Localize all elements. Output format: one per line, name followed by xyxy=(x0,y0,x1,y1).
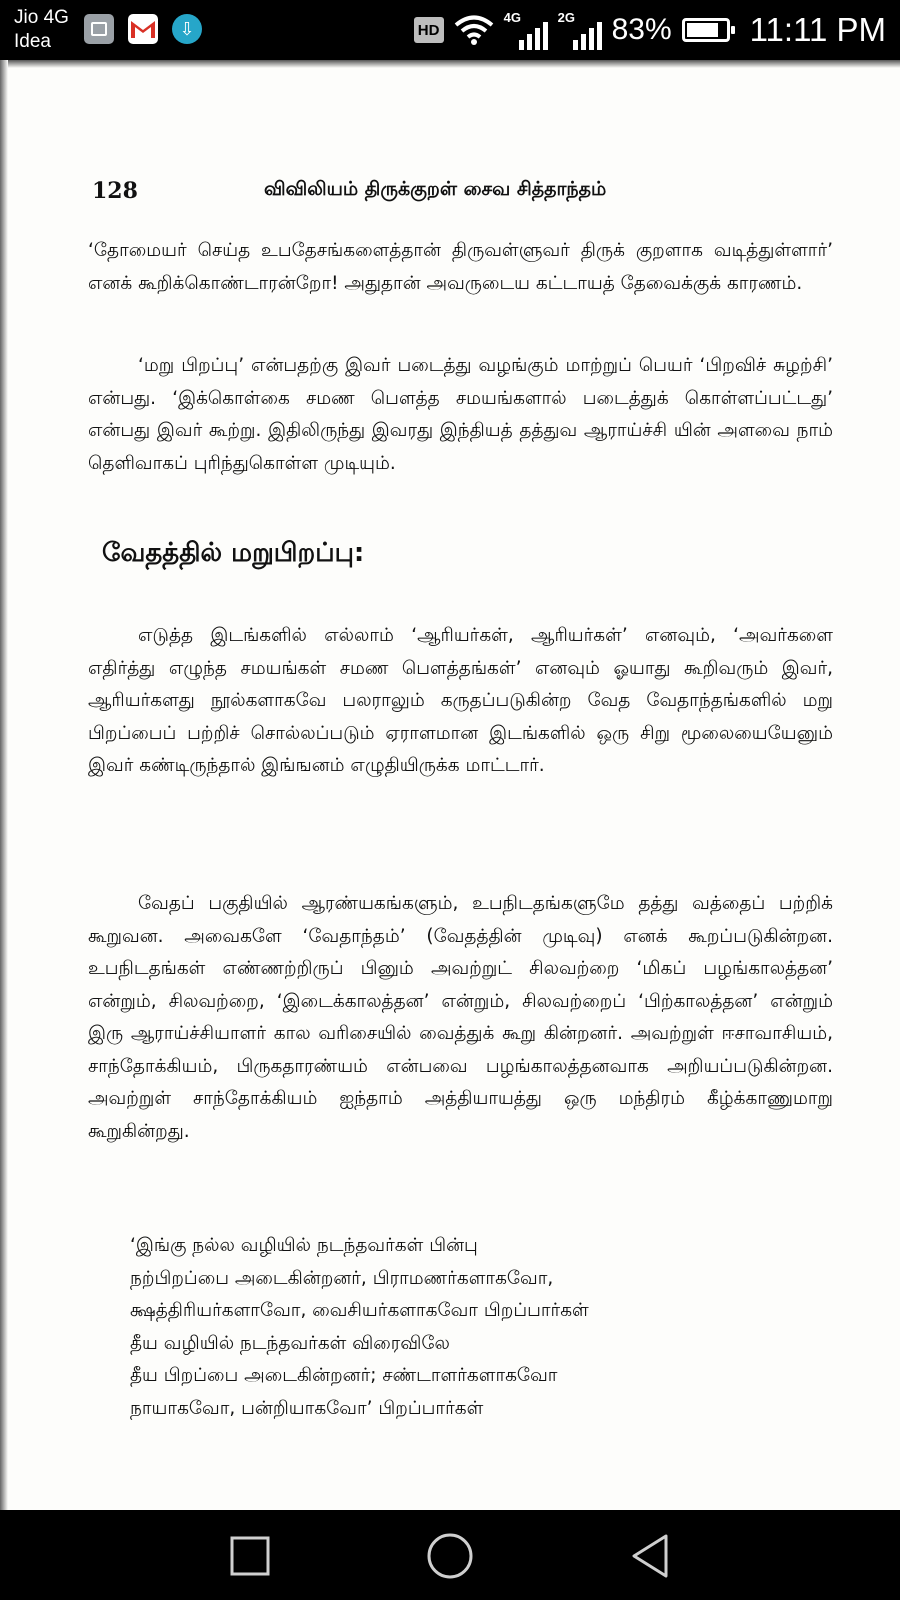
gmail-icon xyxy=(128,14,158,44)
clock: 11:11 PM xyxy=(749,11,886,48)
notification-icons xyxy=(84,14,202,44)
system-status xyxy=(414,8,886,52)
battery-percentage: 83% xyxy=(611,13,672,46)
running-title: விவிலியம் திருக்குறள் சைவ சித்தாந்தம் xyxy=(264,178,607,200)
paragraph-2: ‘மறு பிறப்பு’ என்பதற்கு இவர் படைத்து வழங்கும் மாற்றுப் பெயர் ‘பிறவிச் சுழற்சி’ என்பது. ‘இக்கொள்கை சமண பௌத்த சமயங்களால் படைத்துக் கொள்ளப்பட்டது’ என்பது இவர் கூற்று. இதிலிருந்து இவரது இந்தியத் தத்துவ ஆராய்ச்சி யின் அளவை நாம் தெளிவாகப் புரிந்துகொள்ள முடியும். xyxy=(88,355,833,474)
quote-line: நாயாகவோ, பன்றியாகவோ’ பிறப்பார்கள் xyxy=(130,1397,484,1419)
paragraph-3: எடுத்த இடங்களில் எல்லாம் ‘ஆரியர்கள், ஆரியர்கள்’ எனவும், ‘அவர்களை எதிர்த்து எழுந்த சமயங்கள் சமண பௌத்தங்கள்’ எனவும் ஓயாது கூறிவரும் இவர், ஆரியர்களது நூல்களாகவே பலராலும் கருதப்படுகின்ற வேத வேதாந்தங்களில் மறு பிறப்பைப் பற்றிச் சொல்லப்படும் ஏராளமான இடங்களில் ஒரு சிறு மூலையையேனும் இவர் கண்டிருந்தால் இங்ஙனம் எழுதியிருக்க மாட்டார். xyxy=(88,625,833,776)
signal-icon-sim1 xyxy=(504,10,548,50)
hd-voice-icon: HD xyxy=(414,17,444,43)
quote-line: க்ஷத்திரியர்களாவோ, வைசியர்களாகவோ பிறப்பார்கள் xyxy=(130,1300,589,1321)
download-icon: ⇩ xyxy=(172,14,202,44)
carrier-name-sim2: Idea xyxy=(14,31,51,52)
recents-icon[interactable] xyxy=(226,1532,274,1580)
document-page[interactable] xyxy=(0,60,900,1510)
quote-block xyxy=(130,1230,780,1425)
carrier-name-sim1: Jio 4G xyxy=(14,7,69,28)
battery-fill xyxy=(687,23,719,37)
paragraph-1: ‘தோமையர் செய்த உபதேசங்களைத்தான் திருவள்ளுவர் திருக் குறளாக வடித்துள்ளார்’ எனக் கூறிக்கொண்டாரன்றோ! அதுதான் அவருடைய கட்டாயத் தேவைக்குக் காரணம். xyxy=(88,240,833,294)
page-header xyxy=(92,178,830,218)
back-icon[interactable] xyxy=(626,1532,674,1580)
page-number: 128 xyxy=(92,178,138,204)
navigation-bar xyxy=(0,1510,900,1600)
battery-icon xyxy=(682,18,730,42)
quote-line: ‘இங்கு நல்ல வழியில் நடந்தவர்கள் பின்பு xyxy=(130,1235,478,1256)
paragraph-4: வேதப் பகுதியில் ஆரண்யகங்களும், உபநிடதங்களுமே தத்து வத்தைப் பற்றிக் கூறுவன. அவைகளே ‘வேதாந்தம்’ (வேதத்தின் முடிவு) எனக் கூறப்படுகின்றன. உபநிடதங்கள் எண்ணற்றிருப் பினும் அவற்றுட் சிலவற்றை ‘மிகப் பழங்காலத்தன’ என்றும், சிலவற்றை, ‘இடைக்காலத்தன’ என்றும், சிலவற்றைப் ‘பிற்காலத்தன’ என்றும் இரு ஆராய்ச்சியாளர் கால வரிசையில் வைத்துக் கூறு கின்றனர். அவற்றுள் ஈசாவாசியம், சாந்தோக்கியம், பிருகதாரண்யம் என்பவை பழங்காலத்தனவாக அறியப்படுகின்றன. அவற்றுள் சாந்தோக்கியம் ஐந்தாம் அத்தியாயத்து ஒரு மந்திரம் கீழ்க்காணுமாறு கூறுகின்றது. xyxy=(88,893,833,1142)
home-icon[interactable] xyxy=(426,1532,474,1580)
section-heading: வேதத்தில் மறுபிறப்பு: xyxy=(102,538,365,568)
sim2-network-label: 2G xyxy=(557,10,575,25)
quote-line: தீய வழியில் நடந்தவர்கள் விரைவிலே xyxy=(130,1332,450,1354)
sim1-network-label: 4G xyxy=(503,10,521,25)
status-bar xyxy=(0,0,900,60)
quote-line: நற்பிறப்பை அடைகின்றனர், பிராமணர்களாகவோ, xyxy=(130,1267,554,1289)
quote-line: தீய பிறப்பை அடைகின்றனர்; சண்டாளர்களாகவோ xyxy=(130,1365,558,1386)
carrier-info xyxy=(14,6,69,54)
signal-icon-sim2 xyxy=(558,10,602,50)
wifi-icon xyxy=(454,14,494,46)
gallery-icon xyxy=(84,14,114,44)
